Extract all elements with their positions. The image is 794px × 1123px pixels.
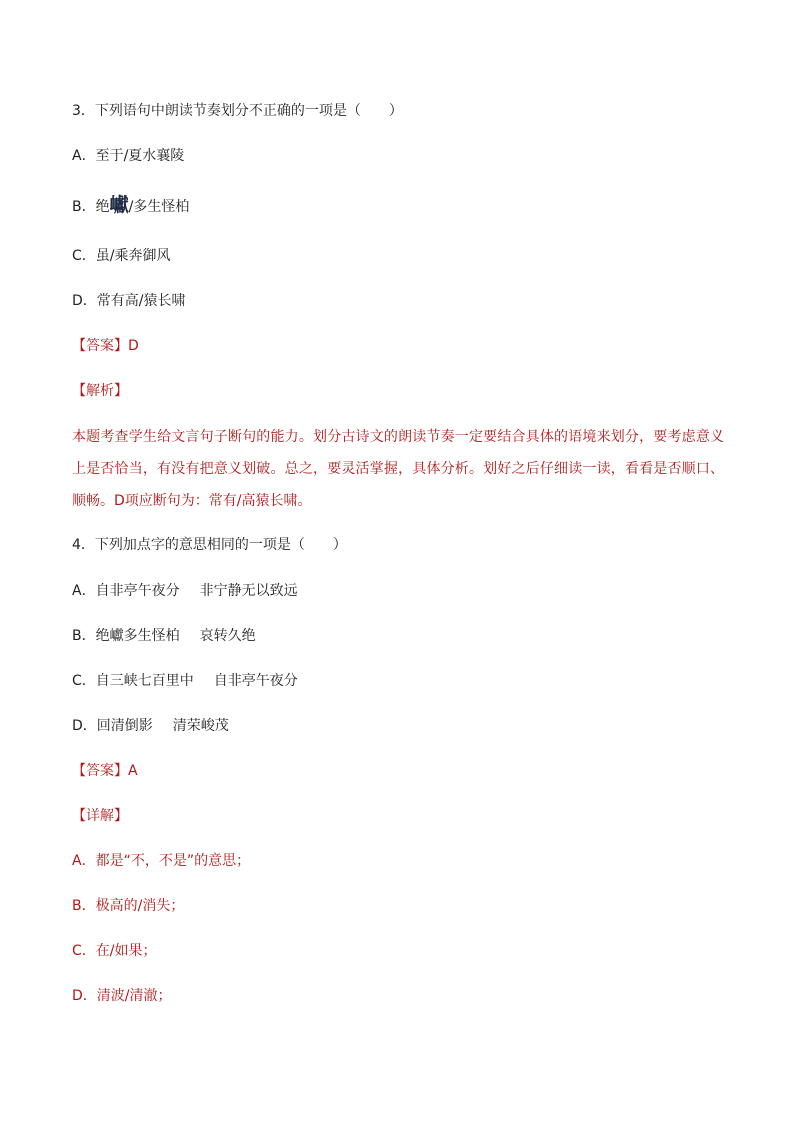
q4-option-d-first: D．回清倒影 <box>72 718 153 734</box>
q4-detail-b: B．极高的/消失； <box>72 898 185 914</box>
q3-option-b-suffix: /多生怪柏 <box>128 199 190 215</box>
q3-option-c: C．虽/乘奔御风 <box>72 248 171 264</box>
q3-stem: 3．下列语句中朗读节奏划分不正确的一项是（ ） <box>72 103 403 119</box>
q3-answer-tag: 【答案】 <box>72 338 128 354</box>
q4-option-c <box>72 671 298 691</box>
q4-answer-value: A <box>128 763 138 779</box>
q4-option-b-first: B．绝巘多生怪柏 <box>72 628 180 644</box>
q4-detail-a: A．都是“不，不是”的意思； <box>72 853 251 869</box>
q3-option-b-char: 巘 <box>109 194 129 216</box>
q4-option-b <box>72 626 256 646</box>
q4-detail-c: C．在/如果； <box>72 943 157 959</box>
q3-answer <box>72 336 139 356</box>
q4-option-d-second: 清荣峻茂 <box>172 718 229 734</box>
q4-option-c-second: 自非亭午夜分 <box>213 673 298 689</box>
q4-detail-tag: 【详解】 <box>72 808 128 824</box>
q4-option-b-second: 哀转久绝 <box>199 628 256 644</box>
q3-analysis-tag: 【解析】 <box>72 383 128 399</box>
q4-option-c-first: C．自三峡七百里中 <box>72 673 194 689</box>
q3-option-b-prefix: B．绝 <box>72 199 110 215</box>
q3-option-b <box>72 195 189 217</box>
q3-option-a: A．至于/夏水襄陵 <box>72 148 185 164</box>
q4-option-d <box>72 716 229 736</box>
q3-answer-value: D <box>128 338 139 354</box>
q4-option-a-second: 非宁静无以致远 <box>199 583 298 599</box>
q4-detail-d: D．清波/清澈； <box>72 988 172 1004</box>
q3-analysis-text: 本题考查学生给文言句子断句的能力。划分古诗文的朗读节奏一定要结合具体的语境来划分，要考虑意义上是否恰当，有没有把意义划破。总之，要灵活掌握，具体分析。划好之后仔细读一读，看看是否顺口、顺畅。D项应断句为：常有/高猿长啸。 <box>72 429 724 509</box>
q4-answer <box>72 761 138 781</box>
q3-option-d: D．常有高/猿长啸 <box>72 293 186 309</box>
q4-option-a-first: A．自非亭午夜分 <box>72 583 180 599</box>
q4-option-a <box>72 581 298 601</box>
q4-answer-tag: 【答案】 <box>72 763 128 779</box>
q4-stem: 4．下列加点字的意思相同的一项是（ ） <box>72 537 347 553</box>
